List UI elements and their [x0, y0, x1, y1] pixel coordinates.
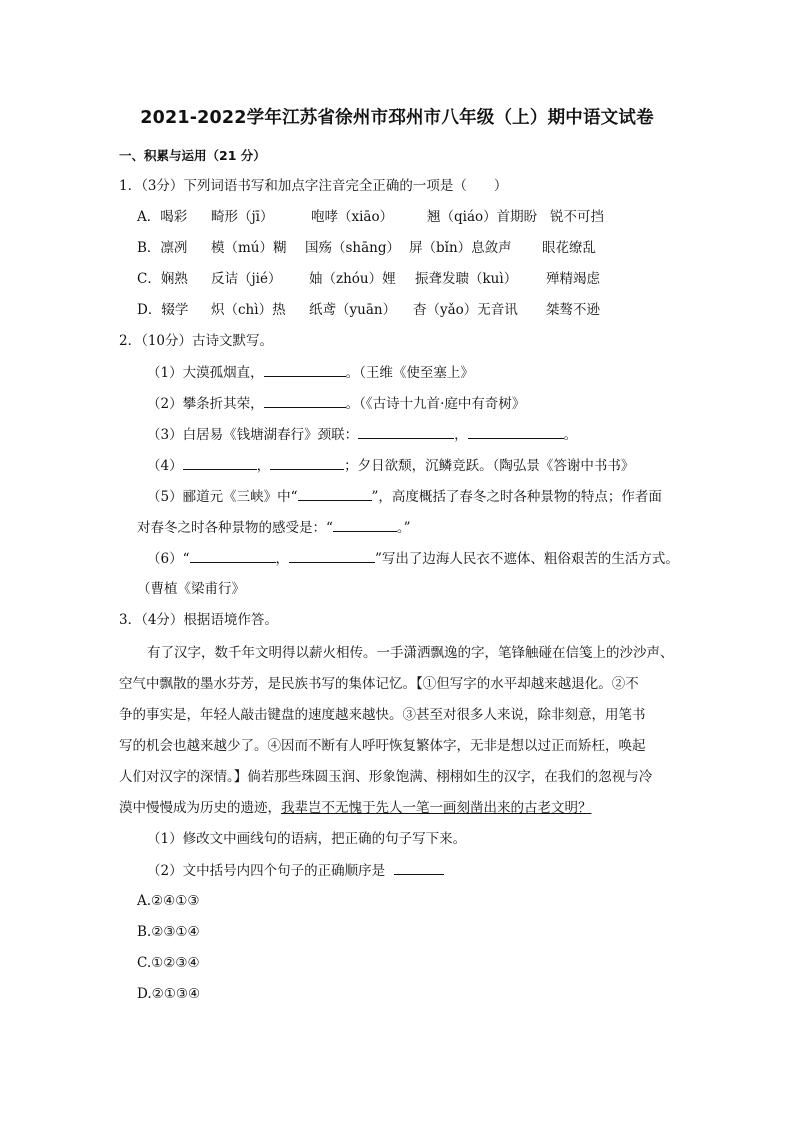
option-b-label: B．凛冽 [137, 240, 188, 256]
passage-line-2: 空气中飘散的墨水芬芳，是民族书写的集体记忆。【①但写字的水平却越来越退化。②不 [119, 676, 639, 692]
answer-blank[interactable] [468, 424, 564, 439]
option-b-word-1: 模（mú）糊 [211, 240, 287, 256]
option-a-word-3: 翘（qiáo）首期盼 [427, 209, 538, 225]
option-d-word-3: 杳（yǎo）无音讯 [413, 302, 518, 318]
option-c-word-1: 反诘（jié） [211, 271, 282, 287]
poem-line-5-cont: 对春冬之时各种景物的感受是：“ 。” [137, 517, 411, 538]
question-2-stem: 2．（10分）古诗文默写。 [119, 333, 274, 349]
option-a-word-4: 锐不可挡 [550, 209, 604, 225]
answer-blank[interactable] [298, 486, 372, 501]
answer-blank[interactable] [264, 393, 346, 408]
answer-blank[interactable] [394, 860, 444, 875]
option-c-word-2: 妯（zhóu）娌 [309, 271, 396, 287]
section-heading: 一、积累与运用（21 分） [119, 148, 266, 163]
poem-line-6: （6）“ ， ”写出了边海人民衣不遮体、粗俗艰苦的生活方式。 [147, 548, 679, 569]
subquestion-2: （2）文中括号内四个句子的正确顺序是 [147, 860, 444, 881]
passage-line-1: 有了汉字，数千年文明得以薪火相传。一手潇洒飘逸的字，笔锋触碰在信笺上的沙沙声、 [147, 645, 674, 661]
choice-b[interactable]: B.②③①④ [137, 924, 200, 940]
underlined-sentence: 我辈岂不无愧于先人一笔一画刻凿出来的古老文明？ [281, 800, 592, 816]
option-d-word-1: 炽（chì）热 [211, 302, 286, 318]
subquestion-1: （1）修改文中画线句的语病，把正确的句子写下来。 [147, 831, 467, 847]
option-d-word-2: 纸鸢（yuān） [309, 302, 397, 318]
answer-blank[interactable] [270, 455, 344, 470]
option-b-word-3: 屏（bǐn）息敛声 [409, 240, 512, 256]
poem-line-3: （3）白居易《钱塘湖春行》颈联： ， 。 [147, 424, 577, 445]
option-a-word-1: 畸形（jī） [211, 209, 274, 225]
option-c-word-4: 殚精竭虑 [546, 271, 600, 287]
poem-line-4: （4） ， ；夕日欲颓，沉鳞竞跃。（陶弘景《答谢中书书》 [147, 455, 634, 476]
choice-c[interactable]: C.①②③④ [137, 955, 200, 971]
answer-blank[interactable] [333, 517, 397, 532]
poem-line-5: （5）郦道元《三峡》中“ ”，高度概括了春冬之时各种景物的特点；作者面 [147, 486, 662, 507]
poem-line-6-source: （曹植《梁甫行》 [137, 581, 245, 597]
poem-line-2: （2）攀条折其荣， 。（《古诗十九首·庭中有奇树》 [147, 393, 525, 414]
answer-blank[interactable] [289, 548, 375, 563]
passage-line-5: 人们对汉字的深情。】倘若那些珠圆玉润、形象饱满、栩栩如生的汉字，在我们的忽视与冷 [119, 769, 653, 785]
answer-blank[interactable] [190, 548, 276, 563]
passage-line-6: 漠中慢慢成为历史的遗迹，我辈岂不无愧于先人一笔一画刻凿出来的古老文明？ [119, 800, 592, 816]
option-c-word-3: 振聋发聩（kuì） [415, 271, 518, 287]
option-d-label: D．辍学 [137, 302, 189, 318]
answer-blank[interactable] [358, 424, 454, 439]
poem-line-1: （1）大漠孤烟直， 。（王维《使至塞上》 [147, 362, 474, 383]
choice-a[interactable]: A.②④①③ [137, 893, 200, 909]
option-b-word-2: 国殇（shāng） [305, 240, 401, 256]
answer-blank[interactable] [183, 455, 257, 470]
answer-blank[interactable] [264, 362, 346, 377]
exam-title: 2021-2022学年江苏省徐州市邳州市八年级（上）期中语文试卷 [140, 108, 654, 128]
question-3-stem: 3．（4分）根据语境作答。 [119, 612, 278, 628]
option-d-word-4: 桀骜不逊 [546, 302, 600, 318]
passage-line-4: 写的机会也越来越少了。④因而不断有人呼吁恢复繁体字，无非是想以过正而矫枉，唤起 [119, 738, 646, 754]
choice-d[interactable]: D.②①③④ [137, 986, 201, 1002]
option-c-label: C．娴熟 [137, 271, 188, 287]
question-1-stem: 1．（3分）下列词语书写和加点字注音完全正确的一项是（ ） [119, 178, 508, 194]
option-a-label: A．喝彩 [137, 209, 188, 225]
passage-line-3: 争的事实是，年轻人敲击键盘的速度越来越快。③甚至对很多人来说，除非刻意，用笔书 [119, 707, 646, 723]
option-a-word-2: 咆哮（xiāo） [311, 209, 394, 225]
option-b-word-4: 眼花缭乱 [542, 240, 596, 256]
